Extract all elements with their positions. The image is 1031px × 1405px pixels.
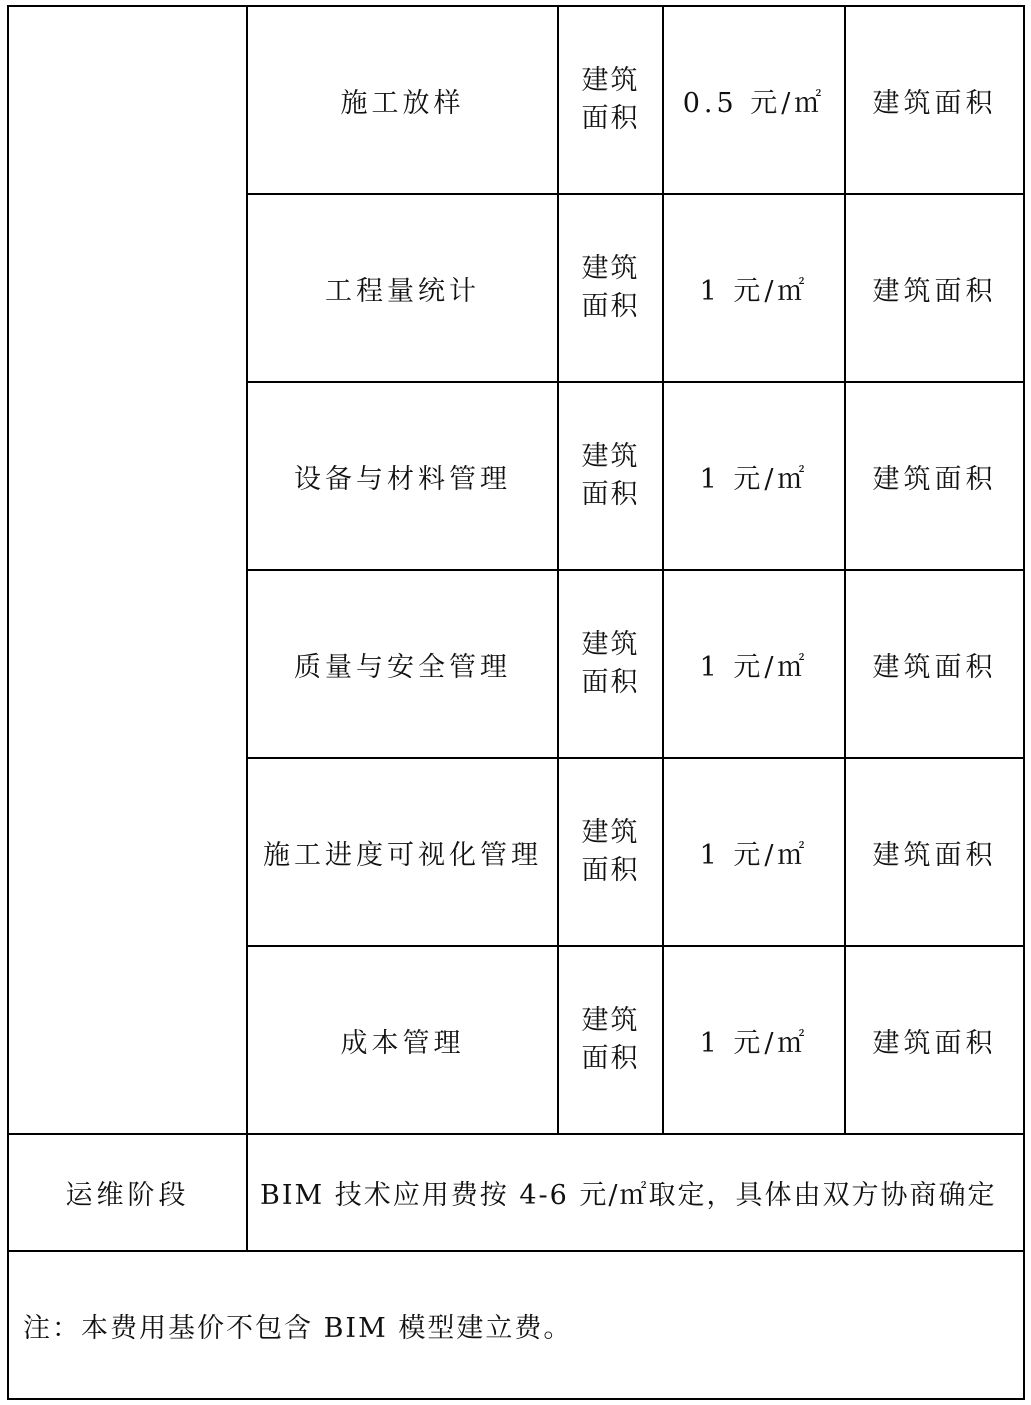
unit-text: 建筑面积: [581, 441, 640, 510]
price-cell: 1 元/㎡: [663, 570, 845, 758]
item-name-cell: 设备与材料管理: [247, 382, 558, 570]
basis-cell: 建筑面积: [845, 6, 1024, 194]
unit-cell: [558, 382, 663, 570]
item-name-cell: 工程量统计: [247, 194, 558, 382]
price-cell: 1 元/㎡: [663, 382, 845, 570]
unit-cell: [558, 6, 663, 194]
fee-table: [7, 5, 1025, 1400]
basis-cell: 建筑面积: [845, 194, 1024, 382]
unit-text: 建筑面积: [581, 817, 640, 886]
price-cell: 1 元/㎡: [663, 758, 845, 946]
unit-text: 建筑面积: [581, 1005, 640, 1074]
basis-cell: 建筑面积: [845, 382, 1024, 570]
item-name-cell: 质量与安全管理: [247, 570, 558, 758]
ops-stage-label: 运维阶段: [8, 1134, 247, 1251]
note-row: [8, 1251, 1024, 1399]
table-note: 注：本费用基价不包含 BIM 模型建立费。: [8, 1251, 1024, 1399]
unit-cell: [558, 946, 663, 1134]
item-name-cell: 施工放样: [247, 6, 558, 194]
table-row: [8, 6, 1024, 194]
unit-cell: [558, 194, 663, 382]
unit-text: 建筑面积: [581, 629, 640, 698]
ops-stage-row: [8, 1134, 1024, 1251]
unit-text: 建筑面积: [581, 253, 640, 322]
unit-text: 建筑面积: [581, 65, 640, 134]
item-name-cell: 施工进度可视化管理: [247, 758, 558, 946]
basis-cell: 建筑面积: [845, 758, 1024, 946]
price-cell: 1 元/㎡: [663, 946, 845, 1134]
price-cell: 0.5 元/㎡: [663, 6, 845, 194]
basis-cell: 建筑面积: [845, 570, 1024, 758]
basis-cell: 建筑面积: [845, 946, 1024, 1134]
item-name-cell: 成本管理: [247, 946, 558, 1134]
ops-stage-description: BIM 技术应用费按 4-6 元/㎡取定，具体由双方协商确定: [247, 1134, 1024, 1251]
unit-cell: [558, 570, 663, 758]
price-cell: 1 元/㎡: [663, 194, 845, 382]
unit-cell: [558, 758, 663, 946]
stage-cell-blank: [8, 6, 247, 1134]
